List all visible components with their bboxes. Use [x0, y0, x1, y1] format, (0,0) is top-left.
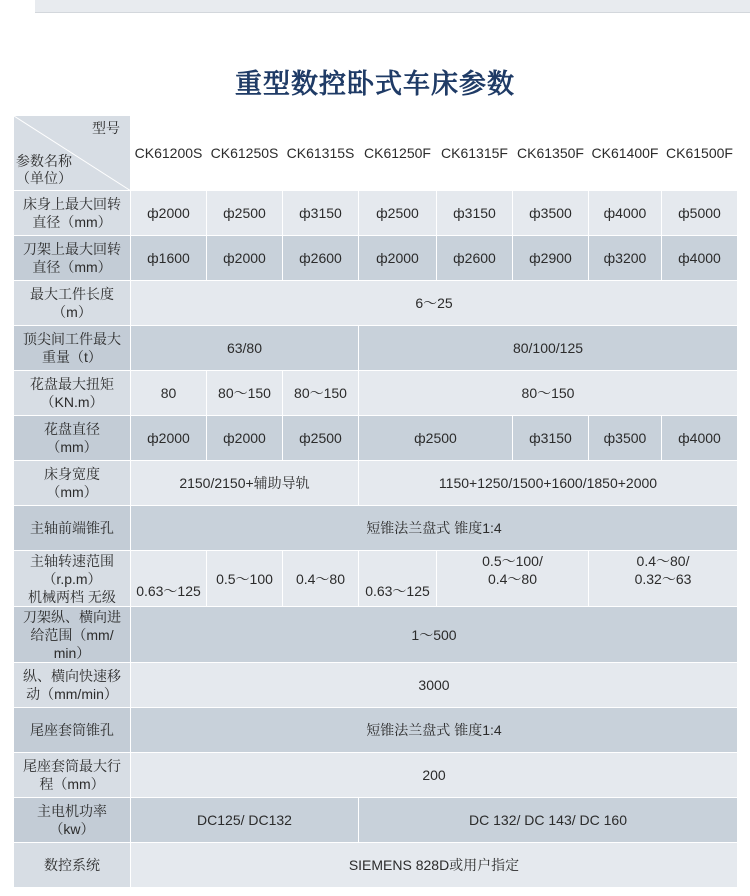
- table-cell: 0.5～100: [207, 551, 283, 607]
- table-row: [14, 708, 738, 753]
- table-cell: 80/100/125: [359, 326, 738, 371]
- row-label: 刀架上最大回转 直径（mm）: [14, 236, 131, 281]
- model-header: CK61200S: [131, 116, 207, 191]
- table-cell: 短锥法兰盘式 锥度1:4: [131, 708, 738, 753]
- table-cell: 0.4～80/ 0.32～63: [589, 551, 738, 607]
- table-cell: ф3500: [589, 416, 662, 461]
- row-label: 刀架纵、横向进 给范围（mm/ min）: [14, 607, 131, 663]
- row-label: 数控系统: [14, 843, 131, 888]
- model-header: CK61250S: [207, 116, 283, 191]
- row-label: 尾座套筒锥孔: [14, 708, 131, 753]
- table-cell: 80～150: [207, 371, 283, 416]
- table-row: [14, 753, 738, 798]
- table-cell: 0.63～125: [131, 551, 207, 607]
- table-cell: 63/80: [131, 326, 359, 371]
- page-title: 重型数控卧式车床参数: [235, 69, 515, 100]
- table-cell: ф2600: [437, 236, 513, 281]
- table-cell: 短锥法兰盘式 锥度1:4: [131, 506, 738, 551]
- table-cell: ф3200: [589, 236, 662, 281]
- table-cell: ф2000: [131, 191, 207, 236]
- table-cell: ф2000: [207, 416, 283, 461]
- table-row: [14, 843, 738, 888]
- table-row: [14, 663, 738, 708]
- table-row: [14, 281, 738, 326]
- table-cell: 6～25: [131, 281, 738, 326]
- row-label: 主轴前端锥孔: [14, 506, 131, 551]
- model-header: CK61500F: [662, 116, 738, 191]
- table-cell: ф2500: [359, 416, 513, 461]
- table-cell: 1150+1250/1500+1600/1850+2000: [359, 461, 738, 506]
- table-cell: 80～150: [283, 371, 359, 416]
- table-cell: SIEMENS 828D或用户指定: [131, 843, 738, 888]
- table-cell: 1～500: [131, 607, 738, 663]
- table-cell: ф2000: [359, 236, 437, 281]
- table-row: [14, 461, 738, 506]
- table-cell: ф3150: [283, 191, 359, 236]
- table-cell: ф2500: [359, 191, 437, 236]
- table-cell: 0.5～100/ 0.4～80: [437, 551, 589, 607]
- table-cell: ф2000: [131, 416, 207, 461]
- top-strip: [35, 0, 750, 13]
- table-cell: DC125/ DC132: [131, 798, 359, 843]
- table-cell: ф1600: [131, 236, 207, 281]
- model-header: CK61400F: [589, 116, 662, 191]
- table-row: [14, 236, 738, 281]
- table-cell: ф4000: [589, 191, 662, 236]
- table-cell: 3000: [131, 663, 738, 708]
- table-cell: 0.4～80: [283, 551, 359, 607]
- row-label: 主电机功率 （kw）: [14, 798, 131, 843]
- row-label: 最大工件长度 （m）: [14, 281, 131, 326]
- row-label: 花盘最大扭矩 （KN.m）: [14, 371, 131, 416]
- corner-cell: [14, 116, 131, 191]
- header-row: [14, 116, 738, 191]
- table-cell: ф3500: [513, 191, 589, 236]
- table-cell: ф5000: [662, 191, 738, 236]
- table-cell: DC 132/ DC 143/ DC 160: [359, 798, 738, 843]
- table-cell: 2150/2150+辅助导轨: [131, 461, 359, 506]
- row-label: 床身宽度 （mm）: [14, 461, 131, 506]
- table-cell: 80: [131, 371, 207, 416]
- row-label: 主轴转速范围 （r.p.m） 机械两档 无级: [14, 551, 131, 607]
- model-header: CK61315F: [437, 116, 513, 191]
- table-cell: ф3150: [513, 416, 589, 461]
- table-cell: 80～150: [359, 371, 738, 416]
- table-row: [14, 607, 738, 663]
- table-cell: ф2000: [207, 236, 283, 281]
- table-row: [14, 416, 738, 461]
- model-header: CK61250F: [359, 116, 437, 191]
- row-label: 花盘直径 （mm）: [14, 416, 131, 461]
- row-label: 顶尖间工件最大 重量（t）: [14, 326, 131, 371]
- table-cell: ф3150: [437, 191, 513, 236]
- table-row: [14, 191, 738, 236]
- table-cell: ф2600: [283, 236, 359, 281]
- row-label: 纵、横向快速移 动（mm/min）: [14, 663, 131, 708]
- table-cell: ф4000: [662, 416, 738, 461]
- table-cell: 0.63～125: [359, 551, 437, 607]
- table-row: [14, 551, 738, 607]
- table-row: [14, 506, 738, 551]
- table-cell: ф2900: [513, 236, 589, 281]
- model-header: CK61315S: [283, 116, 359, 191]
- table-cell: ф2500: [283, 416, 359, 461]
- spec-table: [13, 115, 738, 888]
- table-cell: 200: [131, 753, 738, 798]
- row-label: 尾座套筒最大行 程（mm）: [14, 753, 131, 798]
- row-label: 床身上最大回转 直径（mm）: [14, 191, 131, 236]
- table-cell: ф4000: [662, 236, 738, 281]
- table-row: [14, 798, 738, 843]
- table-cell: ф2500: [207, 191, 283, 236]
- model-header: CK61350F: [513, 116, 589, 191]
- table-row: [14, 371, 738, 416]
- table-row: [14, 326, 738, 371]
- corner-model-label: 型号: [92, 120, 120, 136]
- corner-param-label: 参数名称 （单位）: [16, 153, 72, 186]
